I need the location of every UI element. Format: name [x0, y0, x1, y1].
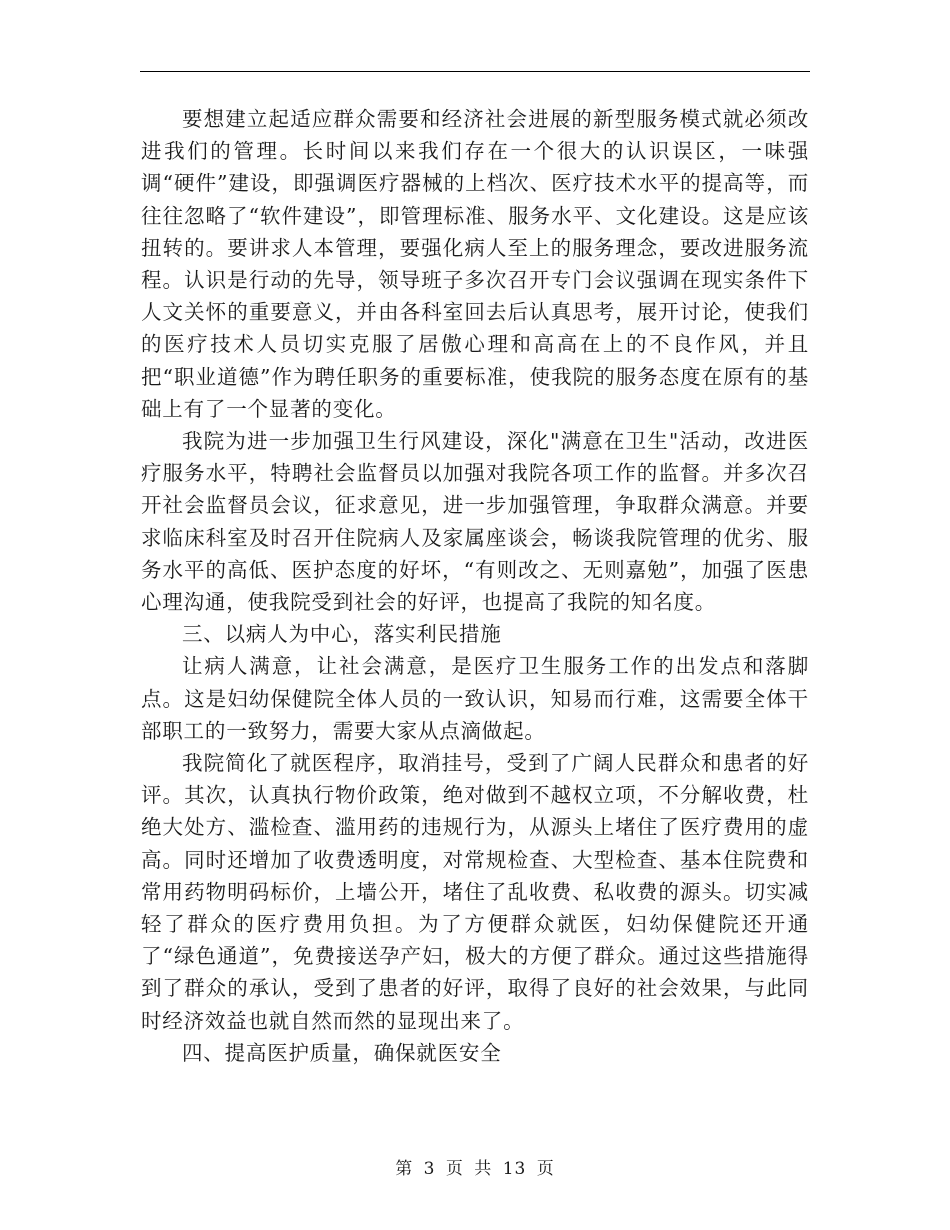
header-rule	[140, 71, 810, 72]
page-number-footer: 第 3 页 共 13 页	[395, 1159, 555, 1179]
paragraph-supervision: 我院为进一步加强卫生行风建设，深化"满意在卫生"活动，改进医疗服务水平，特聘社会监督员以加强对我院各项工作的监督。并多次召开社会监督员会议，征求意见，进一步加强管理，争取群众满意。并要求临床科室及时召开住院病人及家属座谈会，畅谈我院管理的优劣、服务水平的高低、医护态度的好坏，“有则改之、无则嘉勉”，加强了医患心理沟通，使我院受到社会的好评，也提高了我院的知名度。	[141, 429, 809, 615]
section-heading-3: 三、以病人为中心，落实利民措施	[182, 622, 502, 647]
paragraph-procedures: 我院简化了就医程序，取消挂号，受到了广阔人民群众和患者的好评。其次，认真执行物价政策，绝对做到不越权立项，不分解收费，杜绝大处方、滥检查、滥用药的违规行为，从源头上堵住了医疗费用的虚高。同时还增加了收费透明度，对常规检查、大型检查、基本住院费和常用药物明码标价，上墙公开，堵住了乱收费、私收费的源头。切实减轻了群众的医疗费用负担。为了方便群众就医，妇幼保健院还开通了“绿色通道”，免费接送孕产妇，极大的方便了群众。通过这些措施得到了群众的承认，受到了患者的好评，取得了良好的社会效果，与此同时经济效益也就自然而然的显现出来了。	[141, 751, 809, 1033]
document-body	[141, 103, 809, 1069]
paragraph-management: 要想建立起适应群众需要和经济社会进展的新型服务模式就必须改进我们的管理。长时间以来我们存在一个很大的认识误区，一味强调“硬件”建设，即强调医疗器械的上档次、医疗技术水平的提高等，而往往忽略了“软件建设”，即管理标准、服务水平、文化建设。这是应该扭转的。要讲求人本管理，要强化病人至上的服务理念，要改进服务流程。认识是行动的先导，领导班子多次召开专门会议强调在现实条件下人文关怀的重要意义，并由各科室回去后认真思考，展开讨论，使我们的医疗技术人员切实克服了居傲心理和高高在上的不良作风，并且把“职业道德”作为聘任职务的重要标准，使我院的服务态度在原有的基础上有了一个显著的变化。	[141, 107, 809, 421]
paragraph-patient-satisfaction: 让病人满意，让社会满意，是医疗卫生服务工作的出发点和落脚点。这是妇幼保健院全体人员的一致认识，知易而行难，这需要全体干部职工的一致努力，需要大家从点滴做起。	[141, 654, 809, 743]
section-heading-4: 四、提高医护质量，确保就医安全	[182, 1040, 502, 1065]
